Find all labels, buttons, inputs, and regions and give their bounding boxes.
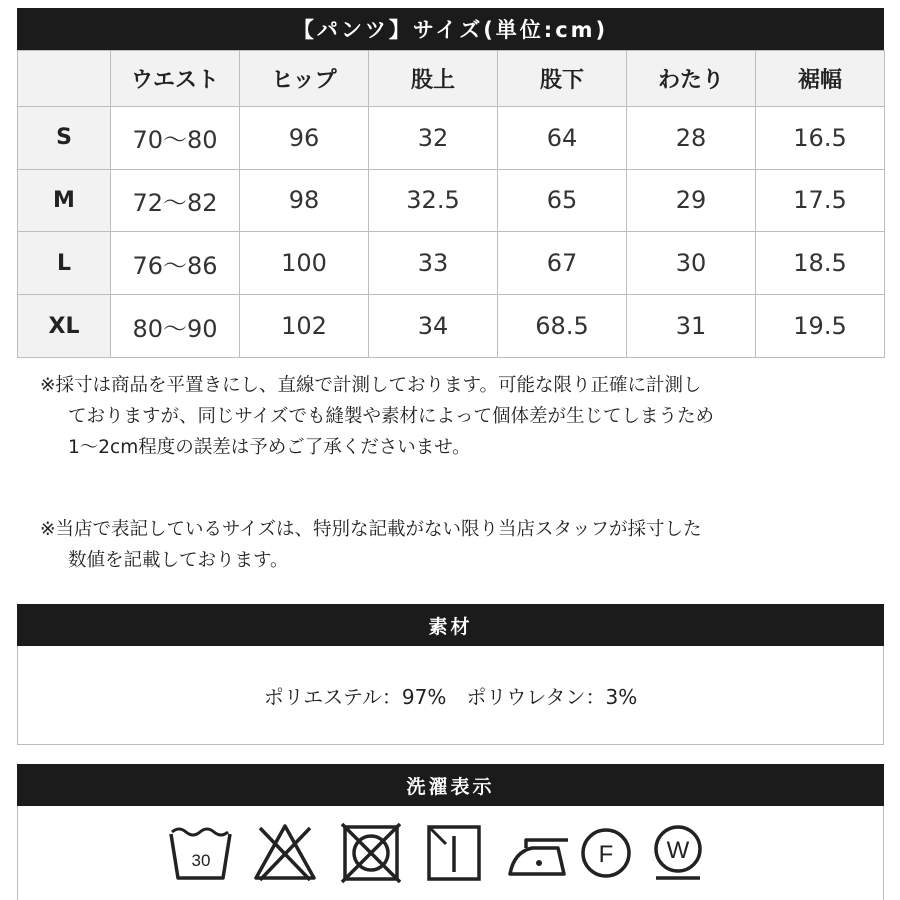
table-row [18, 169, 885, 232]
material-section-title: 素材 [17, 604, 884, 646]
table-cell: 16.5 [756, 106, 885, 169]
table-cell: 34 [369, 295, 498, 358]
table-row [18, 295, 885, 358]
note-line: ※当店で表記しているサイズは、特別な記載がない限り当店スタッフが採寸した [40, 519, 702, 540]
table-cell: 65 [498, 169, 627, 232]
column-header: わたり [627, 51, 756, 107]
wash-section-title: 洗濯表示 [17, 764, 884, 806]
table-cell: 19.5 [756, 295, 885, 358]
no-bleach-icon [252, 822, 318, 884]
table-cell: 98 [240, 169, 369, 232]
line-dry-shade-icon [424, 822, 484, 884]
dry-clean-label: F [598, 841, 614, 868]
measurement-note [40, 370, 860, 463]
column-header: ウエスト [111, 51, 240, 107]
material-text: ポリエステル：97% ポリウレタン：3% [17, 646, 884, 745]
table-cell: 28 [627, 106, 756, 169]
size-label: M [18, 169, 111, 232]
table-cell: 102 [240, 295, 369, 358]
table-header-row [18, 51, 885, 107]
size-table [17, 50, 885, 358]
table-cell: 30 [627, 232, 756, 295]
size-note [40, 514, 860, 576]
table-row [18, 106, 885, 169]
note-line: 1～2cm程度の誤差は予めご了承くださいませ。 [68, 437, 471, 458]
table-corner-cell [18, 51, 111, 107]
table-cell: 32.5 [369, 169, 498, 232]
table-cell: 29 [627, 169, 756, 232]
size-label: XL [18, 295, 111, 358]
dry-clean-f-icon [578, 822, 634, 884]
table-cell: 72～82 [111, 169, 240, 232]
no-tumble-dry-icon [340, 822, 402, 884]
note-line: ※採寸は商品を平置きにし、直線で計測しております。可能な限り正確に計測し [40, 375, 702, 396]
table-cell: 17.5 [756, 169, 885, 232]
iron-low-icon [506, 822, 572, 884]
column-header: 股上 [369, 51, 498, 107]
wet-clean-label: W [666, 837, 690, 864]
table-cell: 67 [498, 232, 627, 295]
table-cell: 64 [498, 106, 627, 169]
column-header: ヒップ [240, 51, 369, 107]
table-cell: 70～80 [111, 106, 240, 169]
note-line: ておりますが、同じサイズでも縫製や素材によって個体差が生じてしまうため [68, 406, 715, 427]
table-cell: 76～86 [111, 232, 240, 295]
size-label: L [18, 232, 111, 295]
table-cell: 80～90 [111, 295, 240, 358]
table-cell: 33 [369, 232, 498, 295]
table-cell: 96 [240, 106, 369, 169]
wash-temperature-label: 30 [191, 851, 211, 870]
size-label: S [18, 106, 111, 169]
column-header: 裾幅 [756, 51, 885, 107]
table-cell: 18.5 [756, 232, 885, 295]
wet-clean-w-icon [650, 822, 706, 884]
table-row [18, 232, 885, 295]
table-cell: 32 [369, 106, 498, 169]
table-cell: 31 [627, 295, 756, 358]
size-section-title: 【パンツ】サイズ(単位:cm) [17, 8, 884, 50]
note-line: 数値を記載しております。 [68, 550, 289, 571]
wash-30-icon [168, 822, 234, 884]
column-header: 股下 [498, 51, 627, 107]
table-cell: 68.5 [498, 295, 627, 358]
table-cell: 100 [240, 232, 369, 295]
